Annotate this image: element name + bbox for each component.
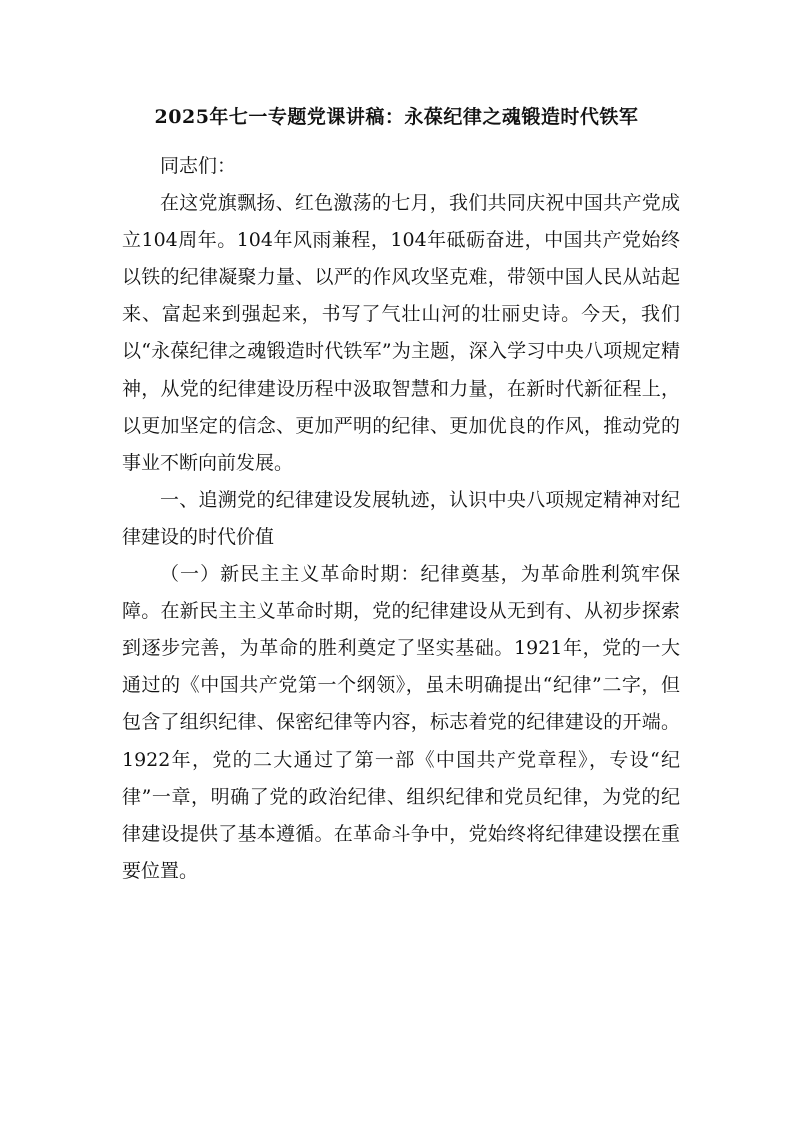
paragraph-intro: 在这党旗飘扬、红色激荡的七月，我们共同庆祝中国共产党成立104周年。104年风雨兼程，104年砥砺奋进，中国共产党始终以铁的纪律凝聚力量、以严的作风攻坚克难，带领中国人民从站起来、富起来到强起来，书写了气壮山河的壮丽史诗。今天，我们以“永葆纪律之魂锻造时代铁军”为主题，深入学习中央八项规定精神，从党的纪律建设历程中汲取智慧和力量，在新时代新征程上，以更加坚定的信念、更加严明的纪律、更加优良的作风，推动党的事业不断向前发展。	[122, 192, 680, 474]
document-body	[122, 148, 680, 890]
page-title: 2025年七一专题党课讲稿：永葆纪律之魂锻造时代铁军	[154, 106, 639, 128]
section-heading-1: 一、追溯党的纪律建设发展轨迹，认识中央八项规定精神对纪律建设的时代价值	[122, 488, 680, 548]
paragraph-section-1-1: （一）新民主主义革命时期：纪律奠基，为革命胜利筑牢保障。在新民主主义革命时期，党的纪律建设从无到有、从初步探索到逐步完善，为革命的胜利奠定了坚实基础。1921年，党的一大通过的《中国共产党第一个纲领》，虽未明确提出“纪律”二字，但包含了组织纪律、保密纪律等内容，标志着党的纪律建设的开端。1922年，党的二大通过了第一部《中国共产党章程》，专设“纪律”一章，明确了党的政治纪律、组织纪律和党员纪律，为党的纪律建设提供了基本遵循。在革命斗争中，党始终将纪律建设摆在重要位置。	[122, 563, 680, 882]
greeting: 同志们：	[160, 155, 237, 177]
